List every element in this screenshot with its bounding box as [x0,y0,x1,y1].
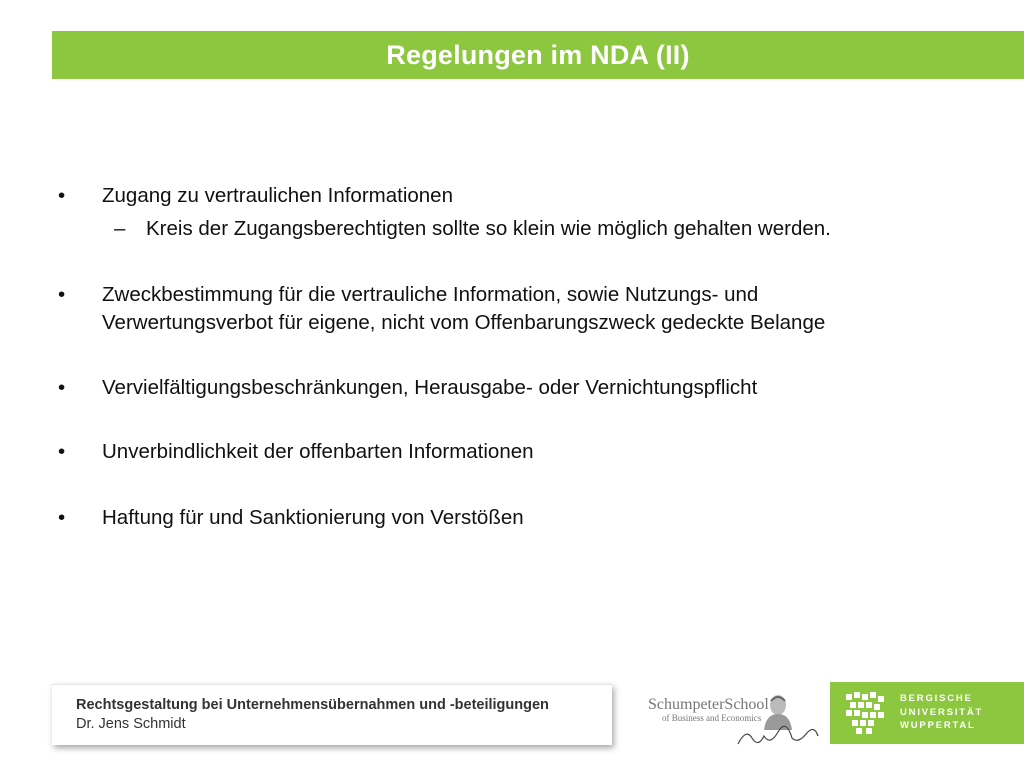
sub-bullet-item [114,215,831,243]
signature-icon [736,724,820,750]
bullet-text: Vervielfältigungsbeschränkungen, Herausgabe- oder Vernichtungspflicht [102,376,758,399]
footer-info-box [52,684,612,745]
university-line: UNIVERSITÄT [900,706,984,718]
sub-bullet-text: Kreis der Zugangsberechtigten sollte so klein wie möglich gehalten werden. [146,217,831,240]
university-line: WUPPERTAL [900,720,976,731]
bullet-item [58,374,922,402]
slide-title: Regelungen im NDA (II) [386,39,690,70]
bullet-marker: • [58,283,66,306]
bullet-marker: • [58,440,66,463]
bullet-marker: • [58,184,66,207]
university-lion-icon [842,690,888,736]
footer-author: Dr. Jens Schmidt [76,716,186,732]
bullet-item [58,504,922,532]
university-logo [830,682,1024,744]
dash-marker: – [114,217,126,240]
bullet-item [58,182,922,210]
university-name [900,692,983,733]
bullet-marker: • [58,376,66,399]
schumpeter-name: SchumpeterSchool [648,696,769,713]
title-bar [52,31,1024,79]
bullet-text: Zweckbestimmung für die vertrauliche Information, sowie Nutzungs- und Verwertungsverbot für eigene, nicht vom Offenbarungszweck gedeckte Belange [102,283,826,334]
bullet-text: Unverbindlichkeit der offenbarten Informationen [102,440,534,463]
schumpeter-school-logo [648,692,828,754]
footer-course-title: Rechtsgestaltung bei Unternehmensübernahmen und -beteiligungen [76,697,549,713]
university-line: BERGISCHE [900,693,973,704]
bullet-marker: • [58,506,66,529]
schumpeter-subtitle: of Business and Economics [662,713,762,723]
bullet-text: Haftung für und Sanktionierung von Verstößen [102,506,524,529]
bullet-item [58,438,922,466]
bullet-item [58,281,922,337]
bullet-text: Zugang zu vertraulichen Informationen [102,184,453,207]
